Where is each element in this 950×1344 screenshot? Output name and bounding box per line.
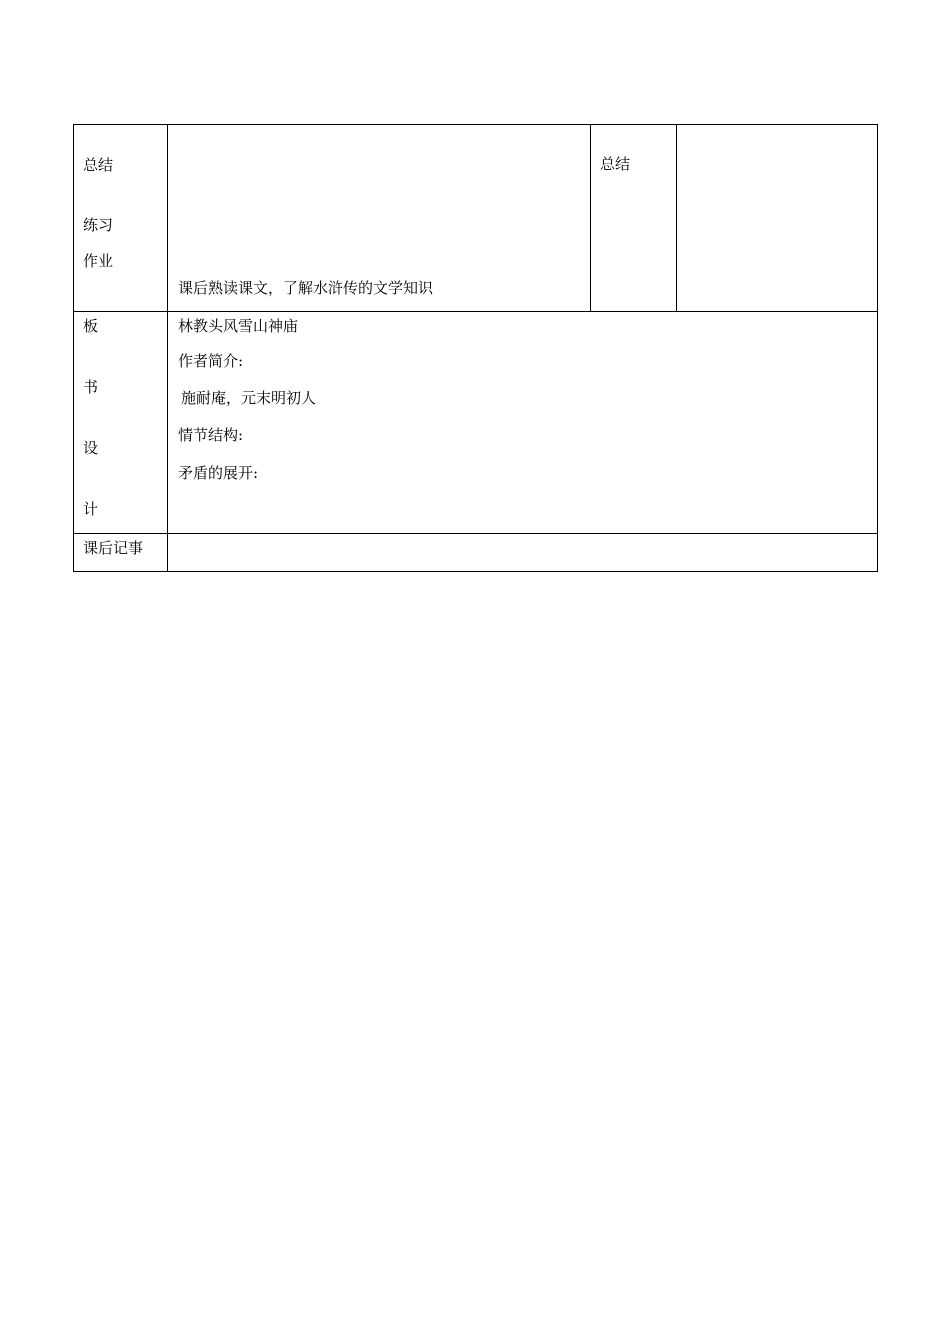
summary-right-label: 总结 [600,155,631,173]
practice-label: 练习 [83,216,114,234]
board-design-char: 书 [83,378,99,396]
lesson-plan-table [73,124,878,572]
board-line-title: 林教头风雪山神庙 [178,317,299,335]
after-class-content-cell [168,534,878,572]
board-design-char: 设 [83,439,99,457]
after-class-label: 课后记事 [83,539,144,557]
summary-label: 总结 [83,156,114,174]
homework-text: 课后熟读课文，了解水浒传的文学知识 [178,279,434,297]
board-line-plot-heading: 情节结构: [178,426,244,444]
board-design-label-cell [74,312,168,534]
after-class-row [74,534,878,572]
summary-label-cell [74,125,168,312]
board-design-char: 板 [83,317,99,335]
board-line-author-heading: 作者简介: [178,352,244,370]
summary-right-content-cell [677,125,878,312]
board-line-conflict-heading: 矛盾的展开: [178,464,259,482]
board-design-char: 计 [83,500,99,518]
homework-content-cell [168,125,591,312]
board-line-author: 施耐庵，元末明初人 [181,389,317,407]
summary-row [74,125,878,312]
homework-label: 作业 [83,252,114,270]
after-class-label-cell [74,534,168,572]
summary-right-label-cell [591,125,677,312]
board-design-content-cell [168,312,878,534]
board-design-row [74,312,878,534]
